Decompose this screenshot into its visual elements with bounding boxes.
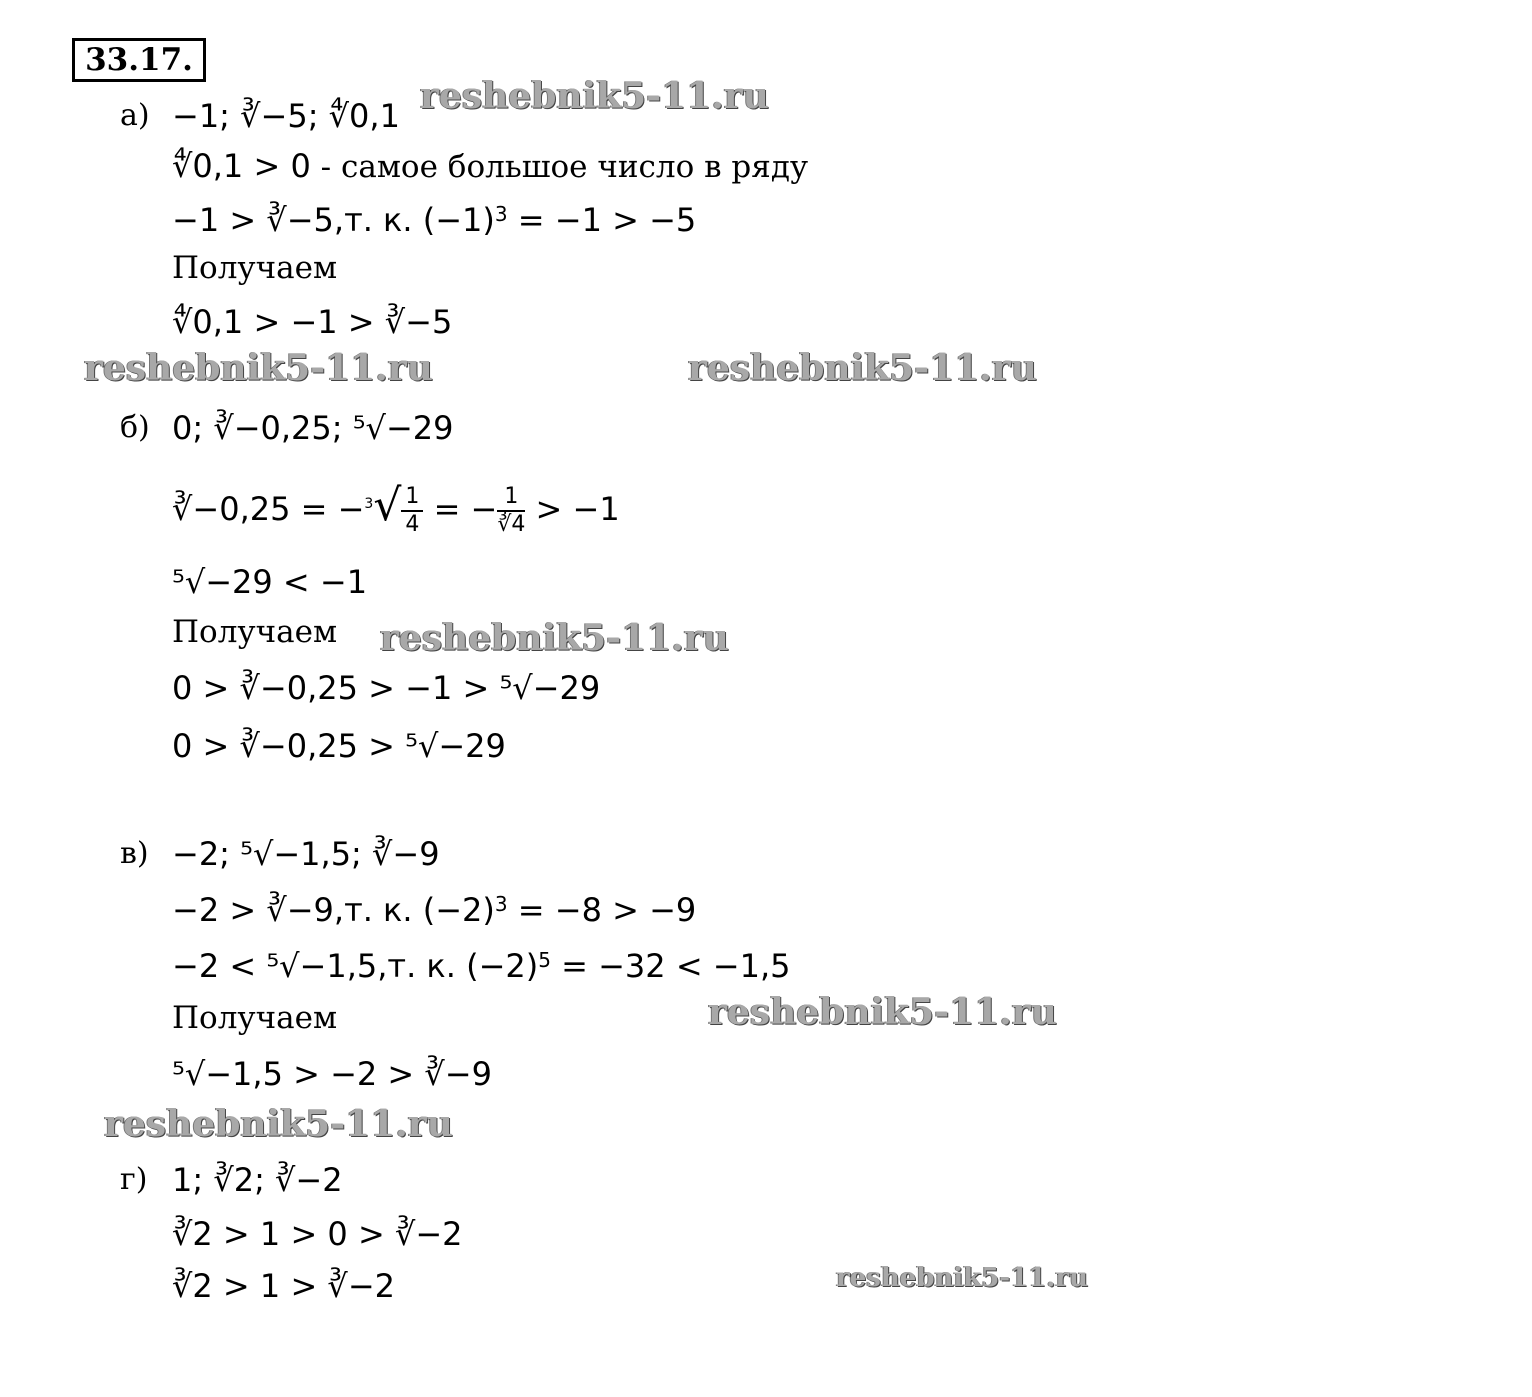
part-a-line-2-b: т. к. (−1)	[344, 201, 495, 239]
part-b-given: 0; ∛−0,25; ⁵√−29	[172, 409, 454, 447]
part-b-line-2: ⁵√−29 < −1	[172, 563, 368, 601]
part-c-label: в)	[120, 836, 149, 871]
part-a-line-2-a: −1 > ∛−5,	[172, 201, 345, 239]
watermark: reshebnik5-11.ru	[104, 1103, 453, 1145]
watermark: reshebnik5-11.ru	[380, 617, 729, 659]
part-c-line-1-exp: 3	[494, 892, 508, 916]
part-c-result-label: Получаем	[172, 1000, 338, 1036]
watermark: reshebnik5-11.ru	[688, 347, 1037, 389]
part-b-line-1-b: = −	[423, 490, 498, 528]
part-b-result-2: 0 > ∛−0,25 > ⁵√−29	[172, 727, 506, 765]
watermark: reshebnik5-11.ru	[420, 75, 769, 117]
watermark: reshebnik5-11.ru	[836, 1263, 1089, 1293]
part-b-frac-2: $\frac{1}{∛4}$	[497, 484, 526, 537]
part-b-line-1-c: > −1	[525, 490, 620, 528]
watermark: reshebnik5-11.ru	[84, 347, 433, 389]
part-c-line-2-exp: 5	[538, 948, 551, 972]
part-c-line-2-a: −2 < ⁵√−1,5,	[172, 947, 388, 985]
part-c-line-1-b: т. к. (−2)	[344, 891, 495, 929]
problem-number: 33.17.	[72, 38, 206, 82]
part-b-frac-1: $\frac{1}{4}$	[401, 484, 423, 538]
part-b-line-1-a: ∛−0,25 = −	[172, 490, 365, 528]
part-b-line-1: ∛−0,25 = −$^3$√ $\frac{1}{4}$ = − $\frac{1}{∛4} > -1$	[172, 480, 620, 537]
part-a-given: −1; ∛−5; ∜0,1	[172, 97, 400, 135]
part-a-line-2-exp: 3	[494, 202, 508, 226]
part-a-result: ∜0,1 > −1 > ∛−5	[172, 303, 453, 341]
part-a-line-1	[172, 146, 808, 187]
part-d-given: 1; ∛2; ∛−2	[172, 1161, 343, 1199]
part-d-label: г)	[120, 1162, 148, 1197]
part-c-line-2-c: = −32 < −1,5	[550, 947, 791, 985]
watermark: reshebnik5-11.ru	[708, 991, 1057, 1033]
part-a-line-1-text: - самое большое число в ряду	[310, 149, 809, 185]
part-a-line-1-math: ∜0,1 > 0	[172, 147, 311, 185]
part-a-label: а)	[120, 98, 150, 133]
part-a-line-2	[172, 200, 696, 240]
part-c-line-2	[172, 946, 791, 986]
part-a-line-2-c: = −1 > −5	[507, 201, 697, 239]
part-c-result: ⁵√−1,5 > −2 > ∛−9	[172, 1055, 492, 1093]
part-c-given: −2; ⁵√−1,5; ∛−9	[172, 835, 440, 873]
part-c-line-2-b: т. к. (−2)	[387, 947, 539, 985]
part-c-line-1-c: = −8 > −9	[507, 891, 697, 929]
part-b-result-1: 0 > ∛−0,25 > −1 > ⁵√−29	[172, 669, 601, 707]
part-b-result-label: Получаем	[172, 614, 338, 650]
part-c-line-1-a: −2 > ∛−9,	[172, 891, 345, 929]
part-d-line-1: ∛2 > 1 > 0 > ∛−2	[172, 1215, 463, 1253]
part-a-result-label: Получаем	[172, 250, 338, 286]
part-b-label: б)	[120, 410, 150, 445]
part-c-line-1	[172, 890, 696, 930]
part-d-line-2: ∛2 > 1 > ∛−2	[172, 1267, 395, 1305]
